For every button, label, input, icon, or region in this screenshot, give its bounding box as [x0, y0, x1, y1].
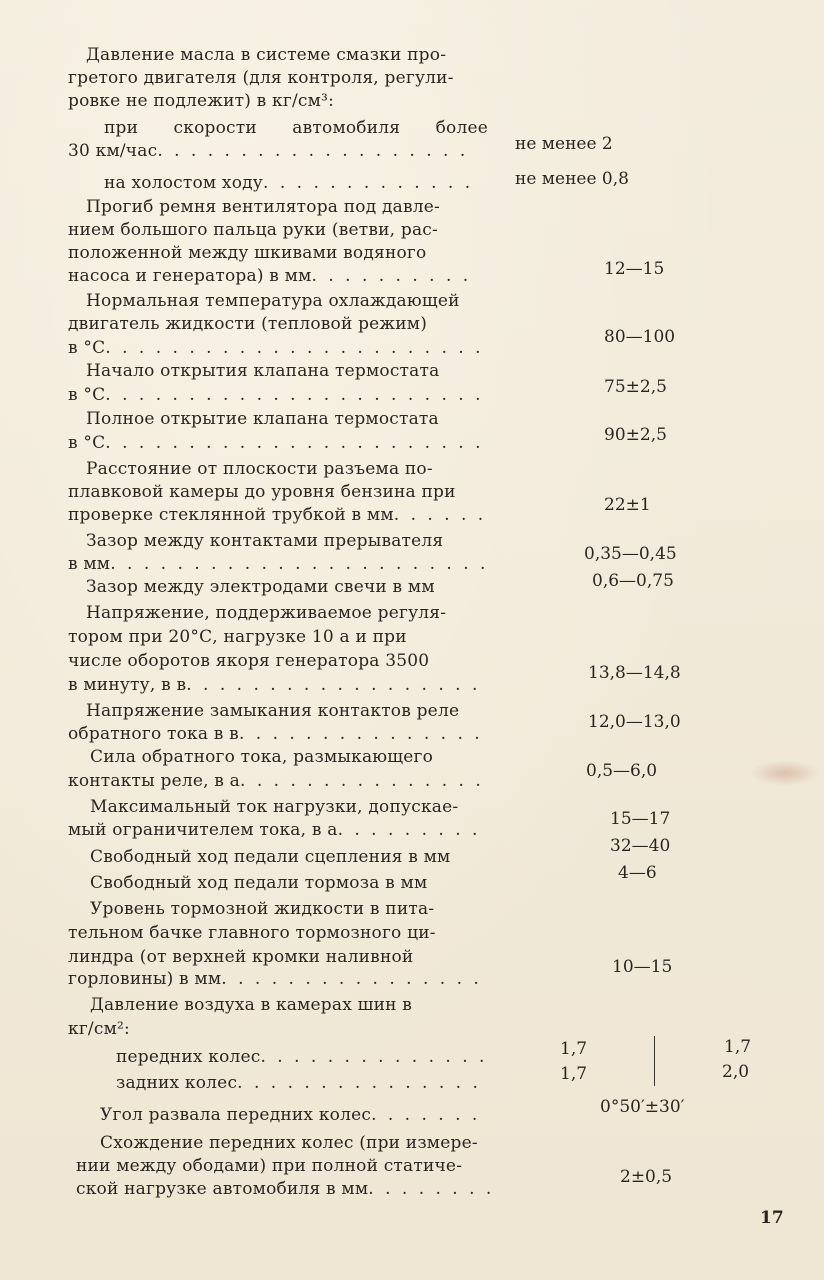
- float-value: 22±1: [604, 495, 651, 515]
- reverse-current-line-1: Сила обратного тока, размыкающего: [90, 747, 434, 767]
- tires-line-1: Давление воздуха в камерах шин в: [90, 995, 413, 1015]
- paper-stain: [750, 760, 820, 786]
- tires-rear-line: [116, 1072, 490, 1094]
- thermostat-full-label: в °С: [68, 433, 106, 453]
- camber-value: 0°50′±30′: [600, 1097, 685, 1117]
- max-current-line-2: [68, 819, 488, 841]
- dot-leader: [186, 674, 488, 696]
- oil-speed-word-4: более: [435, 118, 488, 138]
- float-line-3: [68, 504, 486, 526]
- page-number: 17: [760, 1208, 784, 1228]
- brake-value: 4—6: [618, 863, 657, 883]
- float-line-2: плавковой камеры до уровня бензина при: [68, 482, 456, 502]
- dot-leader: [368, 1178, 490, 1200]
- belt-line-2: нием большого пальца руки (ветви, рас-: [68, 220, 438, 240]
- toe-line-1: Схождение передних колес (при измере-: [100, 1133, 478, 1153]
- dot-leader: [394, 504, 486, 526]
- belt-line-3: положенной между шкивами водяного: [68, 243, 427, 263]
- coolant-value: 80—100: [604, 327, 676, 347]
- camber-line: [100, 1104, 490, 1126]
- oil-speed-value: не менее 2: [515, 134, 613, 154]
- dot-leader: [261, 1046, 491, 1068]
- thermostat-full-value: 90±2,5: [604, 425, 667, 445]
- coolant-label: в °С: [68, 338, 106, 358]
- clutch-line: Свободный ход педали сцепления в мм: [90, 847, 451, 867]
- reverse-current-line-2: [68, 770, 488, 792]
- tires-rear-value-a: 1,7: [560, 1064, 588, 1084]
- voltage-line-2: тором при 20°С, нагрузке 10 а и при: [68, 627, 407, 647]
- breaker-line-1: Зазор между контактами прерывателя: [86, 531, 444, 551]
- voltage-line-4: [68, 674, 488, 696]
- coolant-line-2: двигатель жидкости (тепловой режим): [68, 314, 428, 334]
- brake-fluid-line-4: [68, 968, 488, 990]
- dot-leader: [237, 1072, 490, 1094]
- thermostat-start-value: 75±2,5: [604, 377, 667, 397]
- brake-fluid-line-2: тельном бачке главного тормозного ци-: [68, 923, 436, 943]
- oil-idle-label: на холостом ходу: [104, 173, 264, 193]
- dot-leader: [239, 723, 488, 745]
- thermostat-full-line-2: [68, 432, 488, 454]
- brake-fluid-line-3: линдра (от верхней кромки наливной: [68, 947, 414, 967]
- breaker-line-2: [68, 553, 488, 575]
- dot-leader: [105, 432, 488, 454]
- breaker-label: в мм: [68, 554, 111, 574]
- oil-speed-line-2: [68, 140, 478, 162]
- oil-idle-line: [104, 172, 478, 194]
- dot-leader: [312, 265, 478, 287]
- relay-close-line-1: Напряжение замыкания контактов реле: [86, 701, 460, 721]
- voltage-label: в минуту, в в: [68, 675, 187, 695]
- tires-rear-value-b: 2,0: [722, 1062, 750, 1082]
- table-divider: [654, 1036, 655, 1086]
- oil-speed-word-2: скорости: [173, 118, 257, 138]
- max-current-value: 15—17: [610, 809, 671, 829]
- tires-front-value-a: 1,7: [560, 1039, 588, 1059]
- dot-leader: [105, 337, 488, 359]
- tires-front-label: передних колес: [116, 1047, 261, 1067]
- dot-leader: [157, 140, 478, 162]
- brake-fluid-value: 10—15: [612, 957, 673, 977]
- oil-idle-value: не менее 0,8: [515, 169, 629, 189]
- dot-leader: [263, 172, 478, 194]
- relay-close-label: обратного тока в в: [68, 724, 239, 744]
- thermostat-start-label: в °С: [68, 385, 106, 405]
- spark-value: 0,6—0,75: [592, 571, 674, 591]
- dot-leader: [110, 553, 488, 575]
- spark-line: Зазор между электродами свечи в мм: [86, 577, 435, 597]
- dot-leader: [221, 968, 488, 990]
- brake-fluid-label: горловины) в мм: [68, 969, 222, 989]
- thermostat-start-line-1: Начало открытия клапана термостата: [86, 361, 440, 381]
- dot-leader: [240, 770, 488, 792]
- brake-fluid-line-1: Уровень тормозной жидкости в пита-: [90, 899, 435, 919]
- oil-speed-label: 30 км/час: [68, 141, 158, 161]
- belt-value: 12—15: [604, 259, 665, 279]
- coolant-line-1: Нормальная температура охлаждающей: [86, 291, 460, 311]
- clutch-value: 32—40: [610, 836, 671, 856]
- float-label: проверке стеклянной трубкой в мм: [68, 505, 394, 525]
- belt-label: насоса и генератора) в мм: [68, 266, 312, 286]
- toe-value: 2±0,5: [620, 1167, 673, 1187]
- tires-front-value-b: 1,7: [724, 1037, 752, 1057]
- toe-line-2: нии между ободами) при полной статиче-: [76, 1156, 463, 1176]
- tires-rear-label: задних колес: [116, 1073, 238, 1093]
- reverse-current-value: 0,5—6,0: [586, 761, 658, 781]
- oil-speed-word-1: при: [104, 118, 139, 138]
- relay-close-line-2: [68, 723, 488, 745]
- dot-leader: [338, 819, 488, 841]
- oil-heading-line-2: гретого двигателя (для контроля, регули-: [68, 68, 454, 88]
- max-current-label: мый ограничителем тока, в а: [68, 820, 338, 840]
- belt-line-4: [68, 265, 478, 287]
- dot-leader: [105, 384, 488, 406]
- thermostat-start-line-2: [68, 384, 488, 406]
- coolant-line-3: [68, 337, 488, 359]
- voltage-line-3: числе оборотов якоря генератора 3500: [68, 651, 430, 671]
- brake-line: Свободный ход педали тормоза в мм: [90, 873, 428, 893]
- breaker-value: 0,35—0,45: [584, 544, 677, 564]
- max-current-line-1: Максимальный ток нагрузки, допускае-: [90, 797, 459, 817]
- oil-speed-word-3: автомобиля: [292, 118, 401, 138]
- relay-close-value: 12,0—13,0: [588, 712, 681, 732]
- voltage-line-1: Напряжение, поддерживаемое регуля-: [86, 603, 447, 623]
- tires-front-line: [116, 1046, 490, 1068]
- float-line-1: Расстояние от плоскости разъема по-: [86, 459, 433, 479]
- voltage-value: 13,8—14,8: [588, 663, 681, 683]
- camber-label: Угол развала передних колес: [100, 1105, 372, 1125]
- toe-line-3: [76, 1178, 490, 1200]
- oil-speed-line-1: [104, 117, 488, 139]
- belt-line-1: Прогиб ремня вентилятора под давле-: [86, 197, 440, 217]
- tires-line-2: кг/см²:: [68, 1019, 130, 1039]
- thermostat-full-line-1: Полное открытие клапана термостата: [86, 409, 439, 429]
- toe-label: ской нагрузке автомобиля в мм: [76, 1179, 369, 1199]
- reverse-current-label: контакты реле, в а: [68, 771, 241, 791]
- oil-heading-line-1: Давление масла в системе смазки про-: [86, 45, 447, 65]
- oil-heading-line-3: ровке не подлежит) в кг/см³:: [68, 91, 334, 111]
- dot-leader: [371, 1104, 490, 1126]
